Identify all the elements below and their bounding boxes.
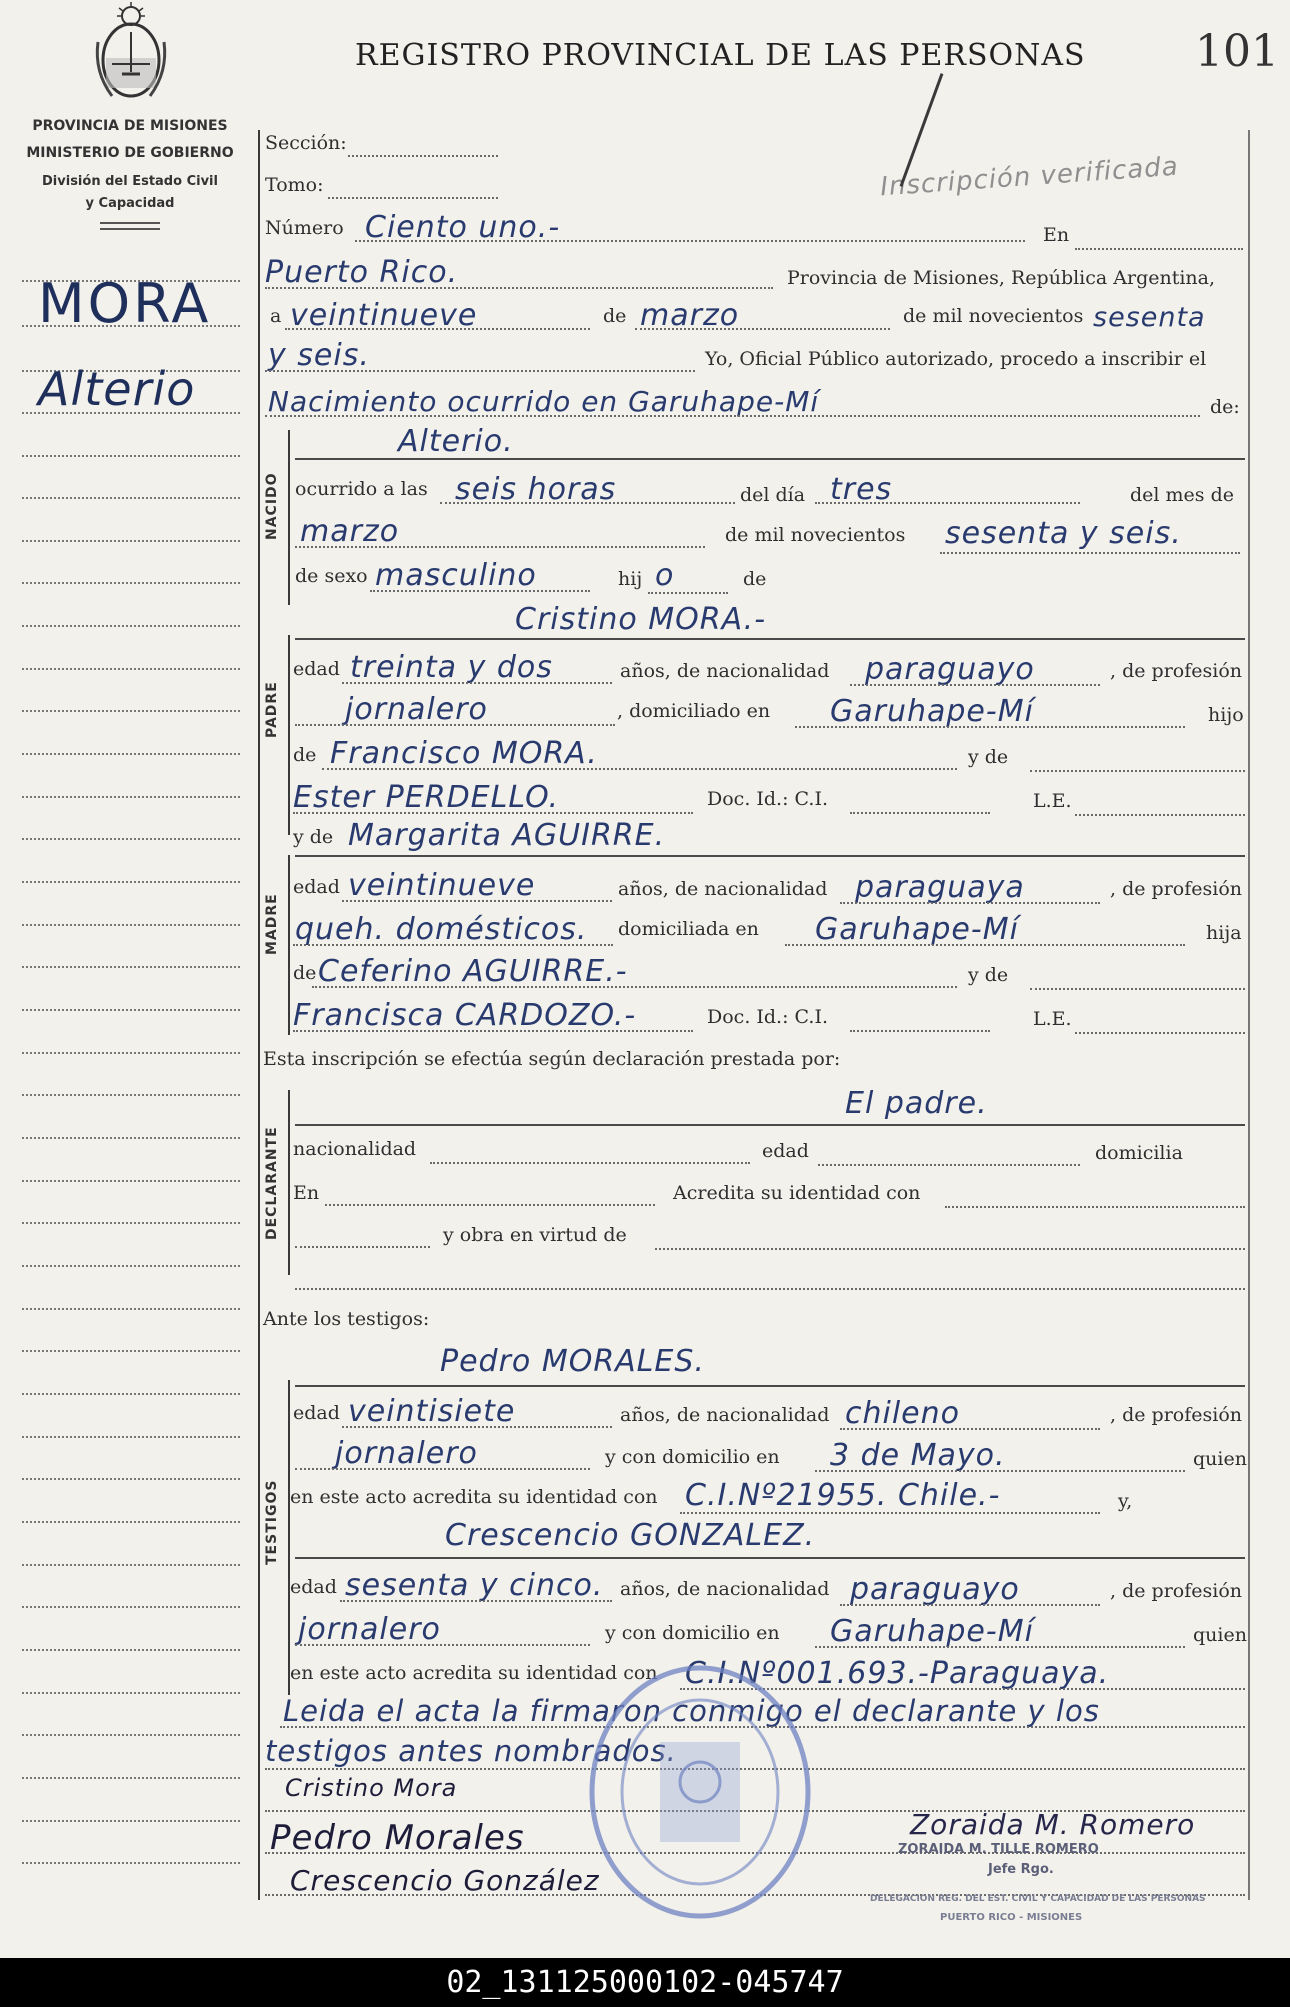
label-acredita-t1: en este acto acredita su identidad con [290,1486,658,1508]
padre-edad: treinta y dos [350,650,553,685]
label-seccion: Sección: [265,132,347,154]
label-provincia: Provincia de Misiones, República Argentina, [787,267,1216,289]
label-doc-id-padre: Doc. Id.: C.I. [707,788,828,810]
label-domicilia-decl: domicilia [1095,1142,1183,1164]
closing-line-2: testigos antes nombrados. [265,1734,677,1768]
label-nacionalidad-decl: nacionalidad [293,1138,417,1160]
divider [100,228,160,230]
label-profesion-t1: , de profesión [1110,1404,1242,1426]
label-de-padre-madre: de [293,962,317,984]
province-name: PROVINCIA DE MISIONES [32,118,228,134]
label-en-decl: En [293,1182,320,1204]
label-domiciliada-madre: domiciliada en [618,918,759,940]
value-hora: seis horas [455,472,617,507]
label-hijo: hijo [1208,704,1244,726]
testigo2-nombre: Crescencio GONZALEZ. [445,1518,816,1553]
value-dia: veintinueve [290,298,478,333]
testigo2-domicilio: Garuhape-Mí [830,1614,1034,1649]
declarante-nombre: El padre. [845,1086,988,1121]
padre-padre: Francisco MORA. [330,736,598,771]
margin-surname: MORA [38,272,212,335]
section-label-madre: MADRE [264,893,280,955]
label-hija: hija [1206,922,1242,944]
margin-given-name: Alterio [38,362,196,416]
value-dia-nac: tres [830,472,893,507]
value-nombre: Alterio. [398,424,514,459]
label-profesion-madre: , de profesión [1110,878,1242,900]
label-del-dia: del día [740,484,806,506]
value-numero: Ciento uno.- [365,210,561,245]
ministry-name: MINISTERIO DE GOBIERNO [26,145,234,161]
testigo1-nacionalidad: chileno [845,1396,961,1431]
label-edad-madre: edad [293,876,340,898]
signature-testigo-2: Crescencio González [290,1864,600,1897]
official-name-stamp: ZORAIDA M. TILLE ROMERO [898,1842,1099,1857]
office-stamp-line-1: DELEGACION REG. DEL EST. CIVIL Y CAPACIDAD DE LAS PERSONAS [870,1894,1206,1904]
section-label-testigos: TESTIGOS [264,1479,280,1565]
label-quien-t1: quien [1193,1448,1247,1470]
testigo1-domicilio: 3 de Mayo. [830,1438,1006,1473]
label-inscripcion: Esta inscripción se efectúa según declaración prestada por: [263,1048,841,1070]
label-quien-t2: quien [1193,1624,1247,1646]
label-anos-nac-t2: años, de nacionalidad [620,1578,830,1600]
document-id-footer: 02_131125000102-045747 [0,1958,1290,2007]
label-de-colon: de: [1210,396,1240,418]
madre-domicilio: Garuhape-Mí [815,912,1019,947]
label-tomo: Tomo: [265,174,324,196]
label-con-domicilio-t2: y con domicilio en [605,1622,780,1644]
label-doc-id-madre: Doc. Id.: C.I. [707,1006,828,1028]
label-del-mes-de: del mes de [1130,484,1234,506]
signature-official: Zoraida M. Romero [910,1808,1196,1841]
testigo2-identidad: C.I.Nº001.693.-Paraguaya. [685,1656,1110,1691]
top-scribble: Inscripción verificada [879,151,1180,203]
label-en: En [1043,224,1070,246]
label-y-comma: y, [1118,1490,1133,1512]
testigo2-edad: sesenta y cinco. [345,1568,604,1603]
label-y-de-madre: y de [293,826,334,848]
label-profesion-t2: , de profesión [1110,1580,1242,1602]
label-anos-nac-padre: años, de nacionalidad [620,660,830,682]
label-de-2: de [743,568,767,590]
label-anos-nac-madre: años, de nacionalidad [618,878,828,900]
divider [100,222,160,224]
label-de: de [603,305,627,327]
value-lugar: Puerto Rico. [265,255,459,290]
official-title-stamp: Jefe Rgo. [988,1862,1054,1877]
testigo2-nacionalidad: paraguayo [850,1572,1020,1607]
section-label-nacido: NACIDO [264,472,280,540]
label-y-de-madre-2: y de [968,964,1009,986]
label-yo-oficial: Yo, Oficial Público autorizado, procedo a inscribir el [705,348,1207,370]
label-edad-padre: edad [293,658,340,680]
label-de-mil-novecientos: de mil novecientos [903,305,1084,327]
label-profesion-padre: , de profesión [1110,660,1242,682]
label-de-sexo: de sexo [295,565,368,587]
padre-domicilio: Garuhape-Mí [830,694,1034,729]
signature-declarante: Cristino Mora [285,1774,458,1802]
label-ante-testigos: Ante los testigos: [263,1308,430,1330]
testigo1-identidad: C.I.Nº21955. Chile.- [685,1478,1001,1513]
madre-madre: Francisca CARDOZO.- [293,998,637,1033]
label-con-domicilio-t1: y con domicilio en [605,1446,780,1468]
madre-nombre: Margarita AGUIRRE. [348,818,666,853]
value-hij: o [655,558,675,593]
signature-testigo-1: Pedro Morales [270,1818,525,1858]
value-mes: marzo [640,298,740,333]
madre-padre: Ceferino AGUIRRE.- [318,954,628,989]
padre-madre: Ester PERDELLO. [293,780,560,815]
testigo1-profesion: jornalero [335,1436,478,1471]
label-hij: hij [618,568,643,590]
office-stamp-line-2: PUERTO RICO - MISIONES [940,1912,1083,1923]
section-label-padre: PADRE [264,681,280,738]
label-domiciliado-padre: , domiciliado en [617,700,771,722]
section-label-declarante: DECLARANTE [264,1126,280,1240]
value-anio-1: sesenta [1093,302,1206,333]
label-le-padre: L.E. [1033,790,1072,812]
testigo1-edad: veintisiete [348,1394,516,1429]
padre-nombre: Cristino MORA.- [515,602,767,637]
padre-nacionalidad: paraguayo [865,652,1035,687]
official-seal-stamp-icon [585,1662,815,1922]
value-mes-nac: marzo [300,514,400,549]
division-line-2: y Capacidad [85,196,175,211]
label-edad-t1: edad [293,1402,340,1424]
label-acredita-decl: Acredita su identidad con [673,1182,921,1204]
value-hecho: Nacimiento ocurrido en Garuhape-Mí [268,385,820,418]
label-ocurrido: ocurrido a las [295,478,428,500]
label-numero: Número [265,217,344,239]
label-anos-nac-t1: años, de nacionalidad [620,1404,830,1426]
padre-profesion: jornalero [345,692,488,727]
value-anio-nac: sesenta y seis. [945,516,1182,551]
value-anio-2: y seis. [268,338,370,373]
madre-edad: veintinueve [348,868,536,903]
label-le-madre: L.E. [1033,1008,1072,1030]
label-edad-decl: edad [762,1140,809,1162]
label-de-padre-padre: de [293,744,317,766]
closing-line-1: Leida el acta la firmaron conmigo el declarante y los [283,1694,1100,1728]
page-number: 101 [1195,26,1279,77]
label-y-de-padre: y de [968,746,1009,768]
coat-of-arms-icon [92,2,170,106]
madre-nacionalidad: paraguaya [855,870,1025,905]
label-de-mil-novecientos-2: de mil novecientos [725,524,906,546]
division-line-1: División del Estado Civil [42,174,218,189]
label-acredita-t2: en este acto acredita su identidad con [290,1662,658,1684]
madre-profesion: queh. domésticos. [295,912,588,947]
testigo1-nombre: Pedro MORALES. [440,1344,705,1379]
label-obra-decl: y obra en virtud de [443,1224,627,1246]
label-a: a [270,305,282,327]
label-edad-t2: edad [290,1576,337,1598]
testigo2-profesion: jornalero [298,1612,441,1647]
document-title: REGISTRO PROVINCIAL DE LAS PERSONAS [355,38,1086,73]
value-sexo: masculino [375,558,537,593]
